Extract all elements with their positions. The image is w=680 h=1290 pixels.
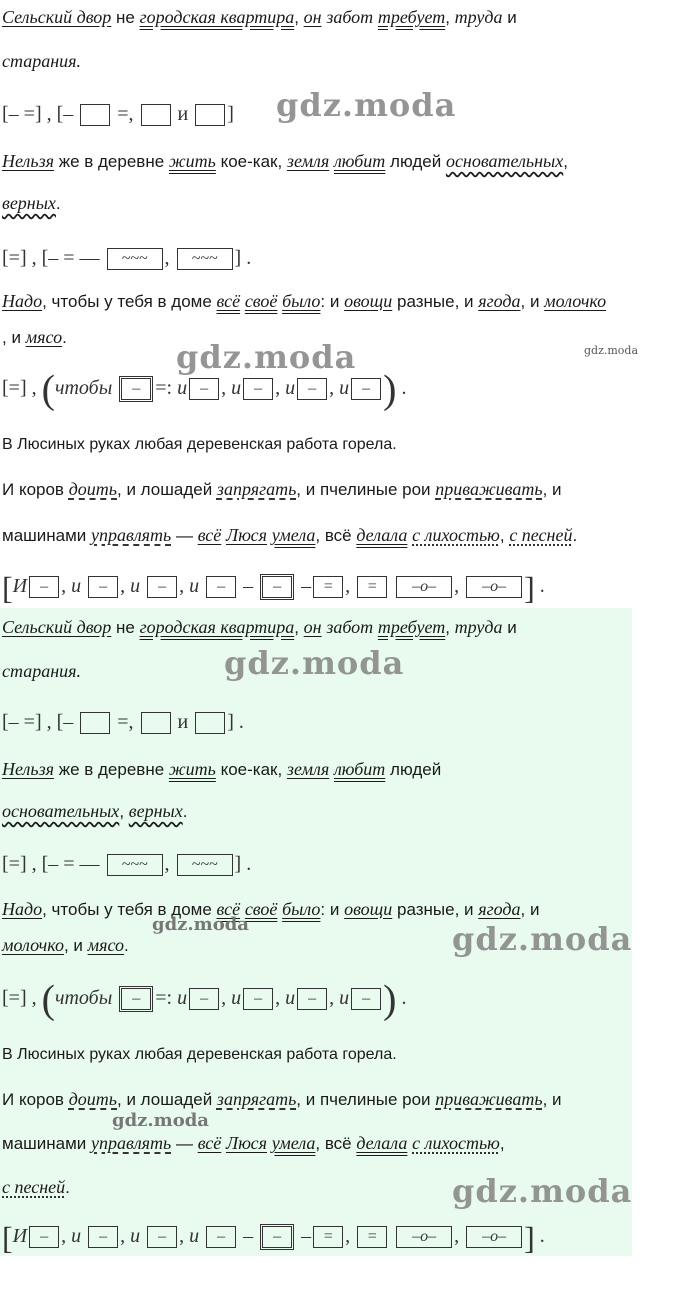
watermark: gdz.moda (152, 914, 249, 935)
sentence-1b-line-1: Сельский двор не городская квартира, он забот требует, труда и (2, 617, 517, 637)
sentence-2-line-2: верных. (2, 193, 61, 213)
watermark: gdz.moda (276, 86, 457, 124)
sentence-1-line-2: старания. (2, 51, 82, 71)
sentence-5-line-1: И коров доить, и лошадей запрягать, и пчелиные рои приваживать, и (2, 479, 562, 499)
sentence-4: В Люсиных руках любая деревенская работа горела. (2, 436, 397, 453)
sentence-3-line-2: , и мясо. (2, 327, 67, 347)
sentence-1b-line-2: старания. (2, 661, 82, 681)
watermark: gdz.moda (452, 920, 633, 958)
sentence-3b-schema: [=] , (чтобы – =: и – , и – , и – , и – ) . (2, 976, 407, 1022)
sentence-3-line-1: Надо, чтобы у тебя в доме всё своё было: и овощи разные, и ягода, и молочко (2, 291, 607, 311)
sentence-1-schema: [– =] , [– =, и ] (2, 103, 234, 125)
sentence-5b-line-2: машинами управлять — всё Люся умела, всё делала с лихостью, (2, 1133, 505, 1153)
sentence-2-schema: [=] , [– = — ~~~ , ~~~ ] . (2, 247, 252, 269)
watermark: gdz.moda (176, 338, 357, 376)
sentence-1b-schema: [– =] , [– =, и ] . (2, 711, 244, 733)
sentence-3-schema: [=] , (чтобы – =: и – , и – , и – , и – ) . (2, 366, 407, 412)
sentence-5b-line-3: с песней. (2, 1177, 70, 1197)
sentence-4b: В Люсиных руках любая деревенская работа горела. (2, 1046, 397, 1063)
sentence-3b-line-2: молочко, и мясо. (2, 935, 129, 955)
sentence-2-line-1: Нельзя же в деревне жить кое-как, земля любит людей основательных, (2, 151, 568, 171)
watermark: gdz.moda (224, 644, 405, 682)
sentence-5b-line-1: И коров доить, и лошадей запрягать, и пчелиные рои приваживать, и (2, 1089, 562, 1109)
sentence-1-line-1: Сельский двор не городская квартира, он забот требует, труда и (2, 7, 517, 27)
sentence-5b-schema: [И – , и – , и – , и – – – – = , = –о– , –о– ] . (2, 1219, 545, 1256)
sentence-5-schema: [И – , и – , и – , и – – – – = , = –о– , –о– ] . (2, 569, 545, 606)
sentence-3b-line-1: Надо, чтобы у тебя в доме всё своё было: и овощи разные, и ягода, и (2, 899, 540, 919)
sentence-5-line-2: машинами управлять — всё Люся умела, всё делала с лихостью, с песней. (2, 525, 578, 545)
sentence-2b-line-2: основательных, верных. (2, 801, 188, 821)
watermark: gdz.moda (452, 1172, 633, 1210)
watermark-small: gdz.moda (584, 344, 639, 357)
sentence-2b-schema: [=] , [– = — ~~~ , ~~~ ] . (2, 853, 252, 875)
watermark: gdz.moda (112, 1110, 209, 1131)
sentence-2b-line-1: Нельзя же в деревне жить кое-как, земля любит людей (2, 759, 442, 779)
